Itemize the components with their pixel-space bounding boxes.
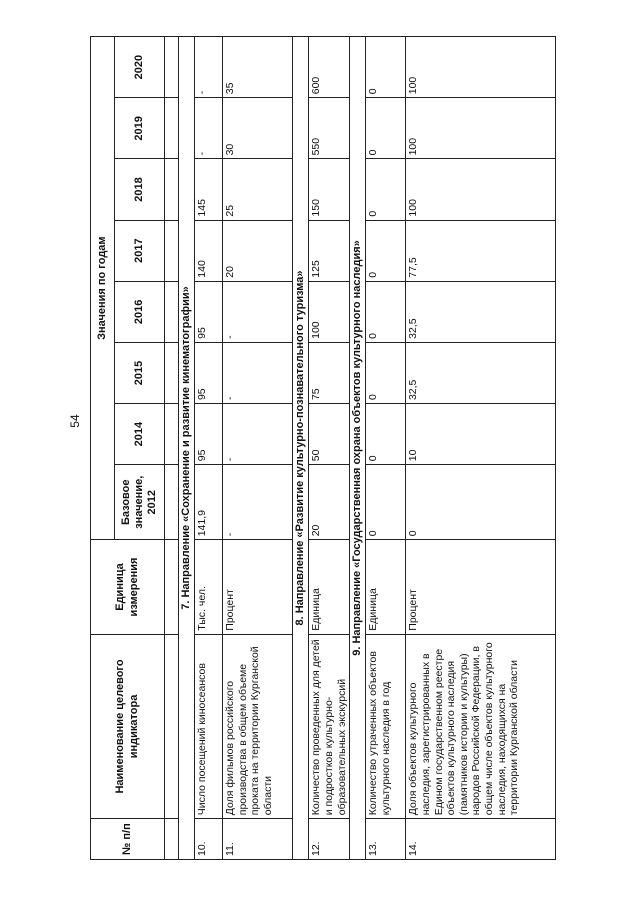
unit: Единица bbox=[309, 540, 350, 634]
section-title: 8. Направление «Развитие культурно-познавательного туризма» bbox=[293, 37, 309, 860]
header-year: 2016 bbox=[115, 281, 165, 342]
indicator-name: Количество утраченных объектов культурного наследия в год bbox=[366, 634, 406, 819]
year-value: 25 bbox=[223, 159, 293, 220]
year-value: - bbox=[223, 404, 293, 465]
indicator-name: Число посещений киносеансов bbox=[195, 634, 223, 819]
base-value: 0 bbox=[406, 465, 556, 540]
unit: Тыс. чел. bbox=[195, 540, 223, 634]
year-value: 140 bbox=[195, 220, 223, 281]
header-year: 2019 bbox=[115, 98, 165, 159]
year-value: 0 bbox=[366, 159, 406, 220]
year-value: 95 bbox=[195, 281, 223, 342]
year-value: 32,5 bbox=[406, 342, 556, 403]
year-value: 0 bbox=[366, 342, 406, 403]
year-value: 100 bbox=[309, 281, 350, 342]
header-values-by-year: Значения по годам bbox=[91, 37, 115, 540]
header-base-value: Базовое значение, 2012 bbox=[115, 465, 165, 540]
table-body bbox=[179, 37, 556, 860]
year-value: 150 bbox=[309, 159, 350, 220]
rotated-table-container bbox=[90, 36, 546, 860]
row-num: 14. bbox=[406, 819, 556, 860]
indicator-name: Доля объектов культурного наследия, зарегистрированных в Едином государственном реестре объектов культурного наследия (памятников истории и культуры) народов Российской Федерации, в общем числе объектов культурного наследия, находящихся на территории Курганской области bbox=[406, 634, 556, 819]
year-value: 32,5 bbox=[406, 281, 556, 342]
year-value: 20 bbox=[223, 220, 293, 281]
unit: Процент bbox=[406, 540, 556, 634]
year-value: 10 bbox=[406, 404, 556, 465]
header-year: 2020 bbox=[115, 37, 165, 98]
row-num: 11. bbox=[223, 819, 293, 860]
table-row bbox=[406, 37, 556, 860]
year-value: - bbox=[195, 37, 223, 98]
table-row bbox=[195, 37, 223, 860]
section-title: 9. Направление «Государственная охрана объектов культурного наследия» bbox=[350, 37, 366, 860]
year-value: 30 bbox=[223, 98, 293, 159]
section-title: 7. Направление «Сохранение и развитие кинематографии» bbox=[179, 37, 195, 860]
table-row bbox=[223, 37, 293, 860]
year-value: 0 bbox=[366, 37, 406, 98]
year-value: 77,5 bbox=[406, 220, 556, 281]
header-year: 2015 bbox=[115, 342, 165, 403]
empty-row bbox=[165, 37, 179, 860]
year-value: 0 bbox=[366, 98, 406, 159]
year-value: 100 bbox=[406, 159, 556, 220]
page-number: 54 bbox=[68, 414, 82, 428]
year-value: 0 bbox=[366, 220, 406, 281]
year-value: 95 bbox=[195, 342, 223, 403]
indicators-table bbox=[90, 36, 556, 860]
table-header bbox=[91, 37, 179, 860]
base-value: 0 bbox=[366, 465, 406, 540]
unit: Единица bbox=[366, 540, 406, 634]
year-value: 50 bbox=[309, 404, 350, 465]
year-value: - bbox=[195, 98, 223, 159]
table-row bbox=[309, 37, 350, 860]
year-value: 0 bbox=[366, 404, 406, 465]
section-row bbox=[179, 37, 195, 860]
year-value: 35 bbox=[223, 37, 293, 98]
header-year: 2017 bbox=[115, 220, 165, 281]
base-value: 141,9 bbox=[195, 465, 223, 540]
table-row bbox=[366, 37, 406, 860]
unit: Процент bbox=[223, 540, 293, 634]
row-num: 12. bbox=[309, 819, 350, 860]
header-year: 2018 bbox=[115, 159, 165, 220]
indicator-name: Количество проведенных для детей и подростков культурно-образовательных экскурсий bbox=[309, 634, 350, 819]
year-value: 125 bbox=[309, 220, 350, 281]
year-value: 100 bbox=[406, 37, 556, 98]
base-value: 20 bbox=[309, 465, 350, 540]
header-num: № п/п bbox=[91, 819, 165, 860]
year-value: 145 bbox=[195, 159, 223, 220]
year-value: 0 bbox=[366, 281, 406, 342]
header-indicator-name: Наименование целевого индикатора bbox=[91, 634, 165, 819]
header-year: 2014 bbox=[115, 404, 165, 465]
section-row bbox=[350, 37, 366, 860]
row-num: 13. bbox=[366, 819, 406, 860]
row-num: 10. bbox=[195, 819, 223, 860]
year-value: - bbox=[223, 342, 293, 403]
indicator-name: Доля фильмов российского производства в общем объеме проката на территории Курганской области bbox=[223, 634, 293, 819]
year-value: 95 bbox=[195, 404, 223, 465]
base-value: - bbox=[223, 465, 293, 540]
section-row bbox=[293, 37, 309, 860]
year-value: 100 bbox=[406, 98, 556, 159]
year-value: - bbox=[223, 281, 293, 342]
year-value: 75 bbox=[309, 342, 350, 403]
year-value: 600 bbox=[309, 37, 350, 98]
year-value: 550 bbox=[309, 98, 350, 159]
header-unit: Единица измерения bbox=[91, 540, 165, 634]
